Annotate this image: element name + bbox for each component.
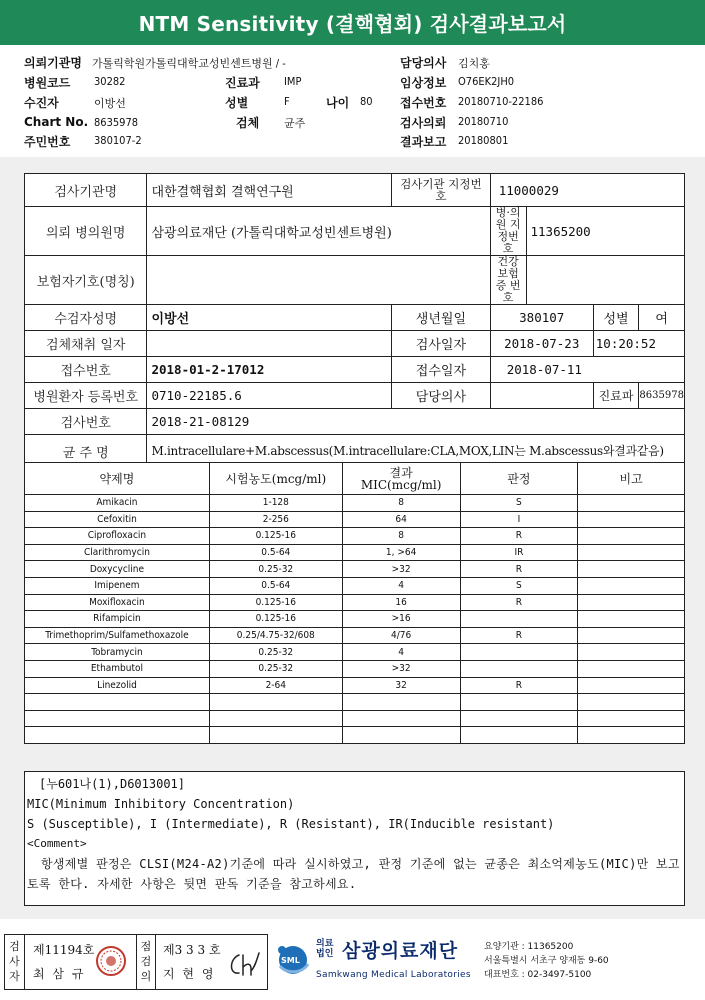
exam-date-value: 2018-07-23 xyxy=(490,331,593,357)
test-conc-cell xyxy=(209,710,342,727)
note-cell xyxy=(578,660,685,677)
mic-cell: >32 xyxy=(342,660,460,677)
lab-logo xyxy=(272,936,692,990)
footer xyxy=(0,932,705,1000)
drug-table xyxy=(24,462,685,744)
test-conc-cell: 0.25-32 xyxy=(209,660,342,677)
table-row xyxy=(25,495,685,512)
examiner-no: 제11194호 xyxy=(33,943,95,957)
note-cell xyxy=(578,528,685,545)
note-cell xyxy=(578,710,685,727)
judgement-cell xyxy=(460,644,578,661)
col-conc-header: 시험농도(mcg/ml) xyxy=(209,463,342,495)
doctor-value-cell xyxy=(490,383,593,409)
collect-label: 검체채취 일자 xyxy=(25,331,147,357)
test-conc-cell: 2-64 xyxy=(209,677,342,694)
col-judge-header: 판정 xyxy=(460,463,578,495)
dept-value-cell: 8635978 xyxy=(639,383,685,409)
note-cell xyxy=(578,577,685,594)
col-drug-header: 약제명 xyxy=(25,463,210,495)
comment-body: 항생제별 판정은 CLSI(M24-A2)기준에 따라 실시하였고, 판정 기준에 없는 균종은 최소억제농도(MIC)만 보고토록 한다. 자세한 사항은 뒷면 판독 기준을 참고하세요. xyxy=(27,857,680,891)
mic-cell: 4/76 xyxy=(342,627,460,644)
test-conc-cell: 2-256 xyxy=(209,511,342,528)
comment-box xyxy=(24,771,685,906)
insured-value xyxy=(147,256,490,305)
test-conc-cell: 0.5-64 xyxy=(209,577,342,594)
req-hosp-label: 의뢰 병의원명 xyxy=(25,207,147,256)
chart-value: 8635978 xyxy=(94,116,139,129)
drug-name-cell: Rifampicin xyxy=(25,611,210,628)
clinical-label: 임상정보 xyxy=(400,76,447,90)
logo-badge: SML xyxy=(281,956,300,965)
table-row xyxy=(25,660,685,677)
judgement-cell: R xyxy=(460,528,578,545)
logo-prefix: 의료법인 xyxy=(316,939,334,959)
table-row xyxy=(25,727,685,744)
exam-no-label: 검사번호 xyxy=(25,409,147,435)
patient-value: 이방선 xyxy=(94,97,126,110)
table-row xyxy=(25,577,685,594)
patient-label: 수진자 xyxy=(24,96,59,110)
hosp-no-label: 병·의원 지정번호 xyxy=(490,207,526,256)
health-no-value xyxy=(526,256,685,305)
inspector-signature-icon xyxy=(225,949,261,981)
col-note-header: 비고 xyxy=(578,463,685,495)
exam-date-label: 검사일자 xyxy=(392,331,491,357)
insured-label: 보험자기호(명칭) xyxy=(25,256,147,305)
col-mic-header xyxy=(342,463,460,495)
test-conc-cell: 1-128 xyxy=(209,495,342,512)
table-row xyxy=(25,528,685,545)
lab-no-value: 11000029 xyxy=(490,174,684,207)
note-cell xyxy=(578,727,685,744)
comment-legend: S (Susceptible), I (Intermediate), R (Resistant), IR(Inducible resistant) xyxy=(27,817,555,831)
inspector-name: 지 현 영 xyxy=(163,967,216,981)
judgement-cell: S xyxy=(460,577,578,594)
report-date-label: 결과보고 xyxy=(400,135,447,149)
judgement-cell xyxy=(460,727,578,744)
inspector-label: 점검의 xyxy=(136,935,156,989)
signature-box xyxy=(4,934,268,990)
drug-name-cell xyxy=(25,694,210,711)
mic-cell: 4 xyxy=(342,644,460,661)
ward-label: 검체 xyxy=(236,116,260,130)
doctor-value: 김치홍 xyxy=(458,57,490,70)
judgement-cell: IR xyxy=(460,544,578,561)
mic-cell: 64 xyxy=(342,511,460,528)
inspector-no: 제3 3 3 호 xyxy=(163,943,221,957)
doctor-label-cell: 담당의사 xyxy=(392,383,491,409)
health-no-label: 건강보험 증 번 호 xyxy=(490,256,526,305)
mic-cell: 32 xyxy=(342,677,460,694)
table-row xyxy=(25,594,685,611)
test-conc-cell xyxy=(209,694,342,711)
note-cell xyxy=(578,677,685,694)
hosp-no-value: 11365200 xyxy=(526,207,685,256)
col-mic-header-line2: MIC(mcg/ml) xyxy=(360,477,442,492)
drug-name-cell: Tobramycin xyxy=(25,644,210,661)
judgement-cell xyxy=(460,694,578,711)
comment-code: [누601나(1),D6013001] xyxy=(39,777,186,791)
note-cell xyxy=(578,627,685,644)
table-row xyxy=(25,511,685,528)
collect-value xyxy=(147,331,392,357)
org-address: 서울특별시 서초구 양재동 9-60 xyxy=(484,956,609,966)
mic-cell: 8 xyxy=(342,495,460,512)
test-conc-cell: 0.125-16 xyxy=(209,594,342,611)
judgement-cell: R xyxy=(460,594,578,611)
mic-cell: >32 xyxy=(342,561,460,578)
request-org-label: 의뢰기관명 xyxy=(24,56,82,70)
drug-name-cell: Cefoxitin xyxy=(25,511,210,528)
mic-cell xyxy=(342,694,460,711)
table-row xyxy=(25,561,685,578)
logo-english: Samkwang Medical Laboratories xyxy=(316,970,471,980)
rrn-value: 380107-2 xyxy=(94,134,142,147)
lab-no-label: 검사기관 지정번호 xyxy=(392,174,491,207)
table-row xyxy=(25,694,685,711)
org-phone: 대표번호 : 02-3497-5100 xyxy=(484,970,592,980)
test-conc-cell: 0.125-16 xyxy=(209,528,342,545)
drug-name-cell: Moxifloxacin xyxy=(25,594,210,611)
table-row xyxy=(25,710,685,727)
organism-value: M.intracellulare+M.abscessus(M.intracellulare:CLA,MOX,LIN는 M.abscessus와결과같음) xyxy=(147,435,685,469)
drug-name-cell: Imipenem xyxy=(25,577,210,594)
examinee-label: 수검자성명 xyxy=(25,305,147,331)
judgement-cell: S xyxy=(460,495,578,512)
mic-cell: 1, >64 xyxy=(342,544,460,561)
note-cell xyxy=(578,561,685,578)
reg-label: 병원환자 등록번호 xyxy=(25,383,147,409)
comment-mic-definition: MIC(Minimum Inhibitory Concentration) xyxy=(27,797,295,811)
table-row xyxy=(25,627,685,644)
note-cell xyxy=(578,495,685,512)
drug-name-cell xyxy=(25,727,210,744)
chart-label: Chart No. xyxy=(24,115,89,129)
ward-value: 균주 xyxy=(284,117,306,130)
request-date-value: 20180710 xyxy=(458,115,509,128)
table-row xyxy=(25,544,685,561)
drug-name-cell: Trimethoprim/Sulfamethoxazole xyxy=(25,627,210,644)
mic-cell: >16 xyxy=(342,611,460,628)
test-conc-cell xyxy=(209,727,342,744)
examiner-seal-icon xyxy=(95,945,127,977)
drug-name-cell: Ciprofloxacin xyxy=(25,528,210,545)
judgement-cell xyxy=(460,710,578,727)
mic-cell xyxy=(342,727,460,744)
receipt-value-cell: 2018-01-2-17012 xyxy=(147,357,392,383)
dept-label-cell: 진료파 xyxy=(593,383,639,409)
judgement-cell xyxy=(460,660,578,677)
note-cell xyxy=(578,644,685,661)
reg-value: 0710-22185.6 xyxy=(147,383,392,409)
logo-name: 삼광의료재단 xyxy=(342,940,459,962)
judgement-cell: R xyxy=(460,561,578,578)
exam-no-value: 2018-21-08129 xyxy=(147,409,685,435)
test-conc-cell: 0.125-16 xyxy=(209,611,342,628)
age-value: 80 xyxy=(360,95,373,108)
info-table xyxy=(24,173,685,469)
test-conc-cell: 0.25-32 xyxy=(209,561,342,578)
mic-cell: 4 xyxy=(342,577,460,594)
test-conc-cell: 0.5-64 xyxy=(209,544,342,561)
receipt-value: 20180710-22186 xyxy=(458,95,544,108)
table-row xyxy=(25,644,685,661)
table-row xyxy=(25,677,685,694)
doctor-label: 담당의사 xyxy=(400,56,447,70)
exam-time-value: 10:20:52 xyxy=(593,331,684,357)
drug-name-cell: Doxycycline xyxy=(25,561,210,578)
note-cell xyxy=(578,694,685,711)
test-conc-cell: 0.25/4.75-32/608 xyxy=(209,627,342,644)
drug-name-cell: Amikacin xyxy=(25,495,210,512)
hospital-code-value: 30282 xyxy=(94,75,126,88)
dept-value: IMP xyxy=(284,75,302,88)
drug-name-cell: Clarithromycin xyxy=(25,544,210,561)
sex-label-cell: 성별 xyxy=(593,305,639,331)
lab-name-label: 검사기관명 xyxy=(25,174,147,207)
dept-label: 진료과 xyxy=(225,76,260,90)
note-cell xyxy=(578,611,685,628)
birth-label: 생년월일 xyxy=(392,305,491,331)
mic-cell: 16 xyxy=(342,594,460,611)
receipt-label: 접수번호 xyxy=(400,96,447,110)
table-row xyxy=(25,611,685,628)
examiner-name: 최 삼 규 xyxy=(33,967,86,981)
sex-value: F xyxy=(284,95,290,108)
req-hosp-value: 삼광의료재단 (가톨릭대학교성빈센트병원) xyxy=(147,207,490,256)
rrn-label: 주민번호 xyxy=(24,135,71,149)
receipt-label-cell: 접수번호 xyxy=(25,357,147,383)
comment-tag: <Comment> xyxy=(27,837,87,850)
col-mic-header-line1: 결과 xyxy=(389,465,413,480)
age-label: 나이 xyxy=(326,96,350,110)
examinee-value: 이방선 xyxy=(147,305,392,331)
mic-cell xyxy=(342,710,460,727)
examiner-label: 검사자 xyxy=(5,935,25,989)
note-cell xyxy=(578,544,685,561)
judgement-cell: I xyxy=(460,511,578,528)
mic-cell: 8 xyxy=(342,528,460,545)
organism-label: 균 주 명 xyxy=(25,435,147,469)
receipt-date-label: 접수일자 xyxy=(392,357,491,383)
judgement-cell: R xyxy=(460,627,578,644)
test-conc-cell: 0.25-32 xyxy=(209,644,342,661)
sex-value-cell: 여 xyxy=(639,305,685,331)
logo-info xyxy=(484,940,609,982)
drug-table-body xyxy=(25,495,685,744)
sex-label: 성별 xyxy=(225,96,249,110)
clinical-value: O76EK2JH0 xyxy=(458,75,515,88)
drug-name-cell: Ethambutol xyxy=(25,660,210,677)
drug-name-cell xyxy=(25,710,210,727)
report-title: NTM Sensitivity (결핵협회) 검사결과보고서 xyxy=(0,0,705,45)
header-info xyxy=(24,54,684,150)
judgement-cell xyxy=(460,611,578,628)
birth-value: 380107 xyxy=(490,305,593,331)
request-date-label: 검사의뢰 xyxy=(400,116,447,130)
hospital-code-label: 병원코드 xyxy=(24,76,71,90)
report-date-value: 20180801 xyxy=(458,134,509,147)
request-org-value: 가톨릭학원가톨릭대학교성빈센트병원 / - xyxy=(92,57,286,70)
judgement-cell: R xyxy=(460,677,578,694)
lab-name-value: 대한결핵협회 결핵연구원 xyxy=(147,174,392,207)
note-cell xyxy=(578,594,685,611)
drug-name-cell: Linezolid xyxy=(25,677,210,694)
receipt-date-value: 2018-07-11 xyxy=(490,357,684,383)
org-code: 요양기관 : 11365200 xyxy=(484,942,574,952)
note-cell xyxy=(578,511,685,528)
